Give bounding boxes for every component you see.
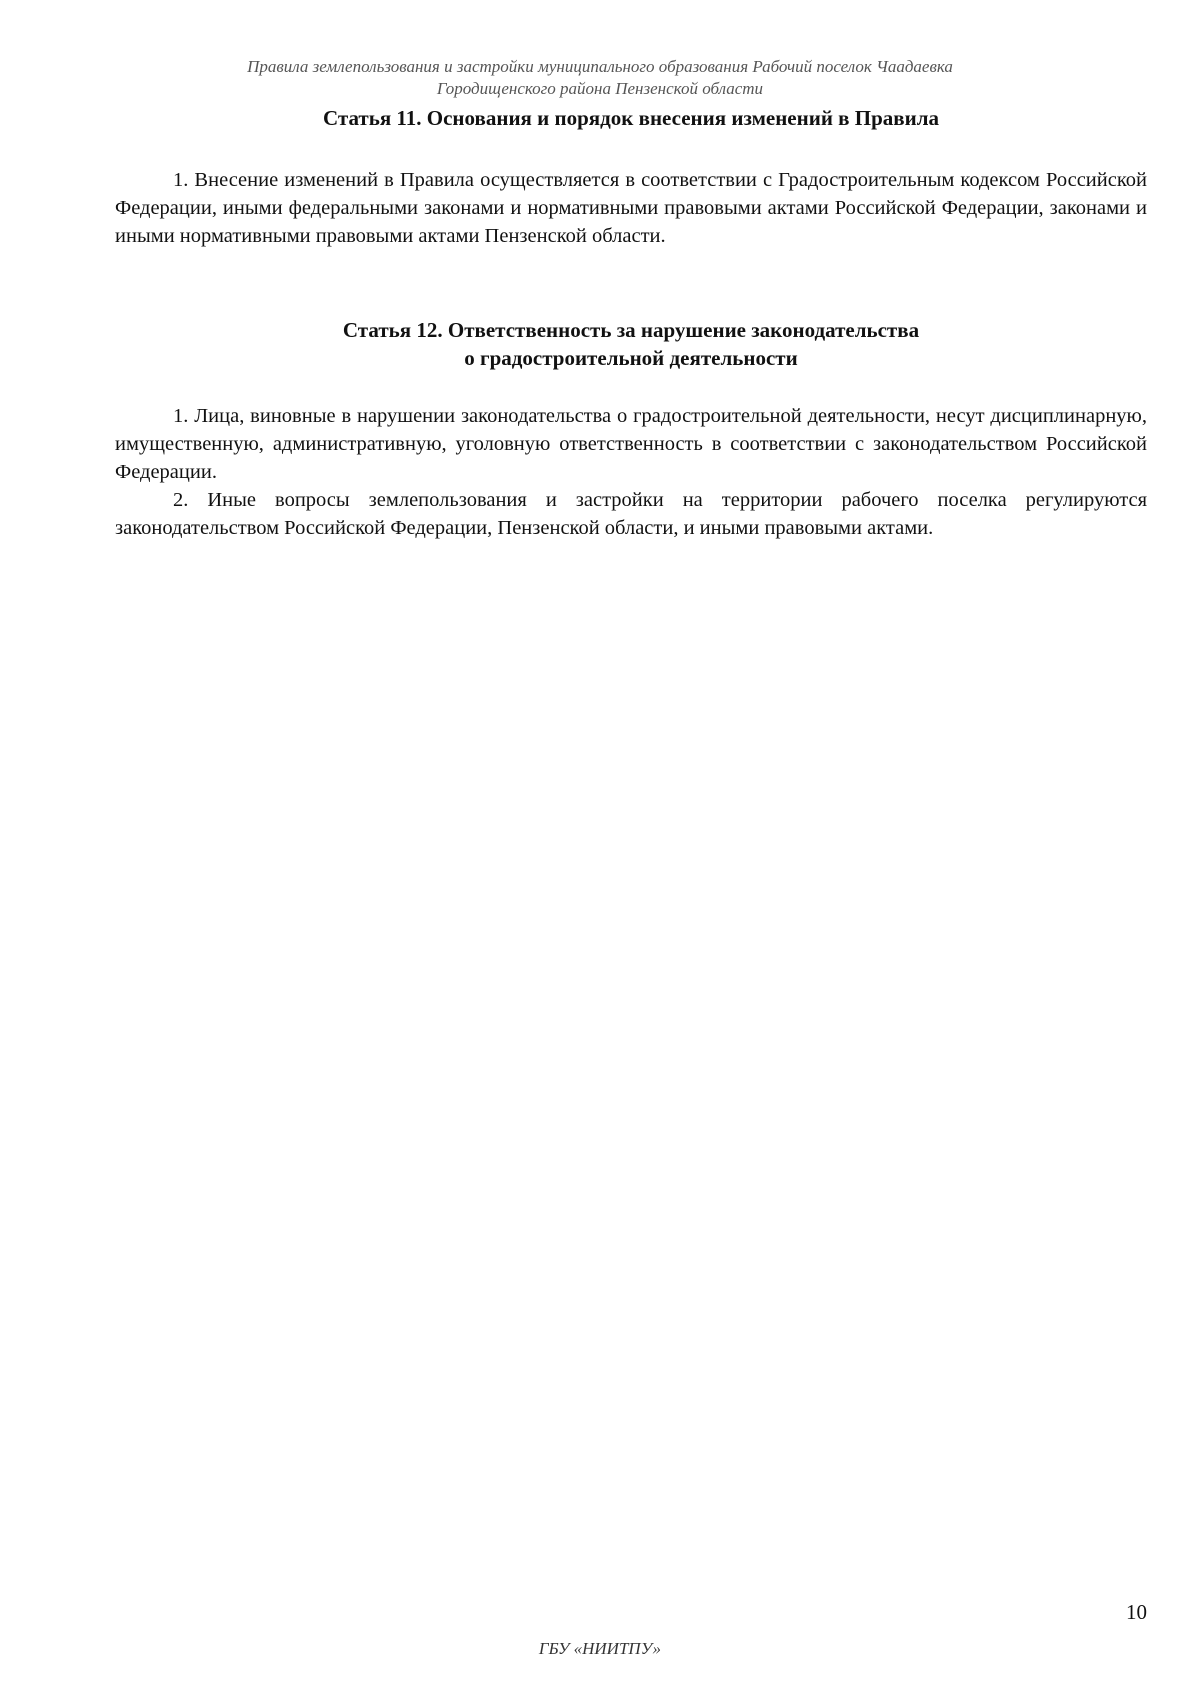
article-12-title-line-2: о градостроительной деятельности [464, 346, 798, 370]
article-11 [115, 104, 1147, 250]
running-header-line-2: Городищенского района Пензенской области [436, 79, 764, 98]
article-12-title-line-1: Статья 12. Ответственность за нарушение законодательства [342, 318, 920, 342]
article-11-title-line-1: Статья 11. Основания и порядок внесения изменений в Правила [322, 106, 940, 130]
article-12-title [115, 316, 1147, 372]
page-number: 10 [1126, 1600, 1147, 1624]
article-11-title [115, 104, 1147, 132]
running-header [100, 56, 1100, 100]
page-footer: ГБУ «НИИТПУ» [538, 1639, 662, 1658]
article-12-paragraph-2: 2. Иные вопросы землепользования и застройки на территории рабочего поселка регулируются законодательством Российской Федерации, Пензенской области, и иными правовыми актами. [115, 489, 1147, 539]
running-header-line-1: Правила землепользования и застройки муниципального образования Рабочий поселок Чаадаевка [247, 57, 953, 76]
article-12 [115, 316, 1147, 542]
article-12-paragraph-1: 1. Лица, виновные в нарушении законодательства о градостроительной деятельности, несут дисциплинарную, имущественную, административную, уголовную ответственность в соответствии с законодательством Российской Федерации. [115, 405, 1147, 483]
article-11-paragraph-1: 1. Внесение изменений в Правила осуществляется в соответствии с Градостроительным кодексом Российской Федерации, иными федеральными законами и нормативными правовыми актами Российской Федерации, законами и иными нормативными правовыми актами Пензенской области. [115, 169, 1147, 247]
